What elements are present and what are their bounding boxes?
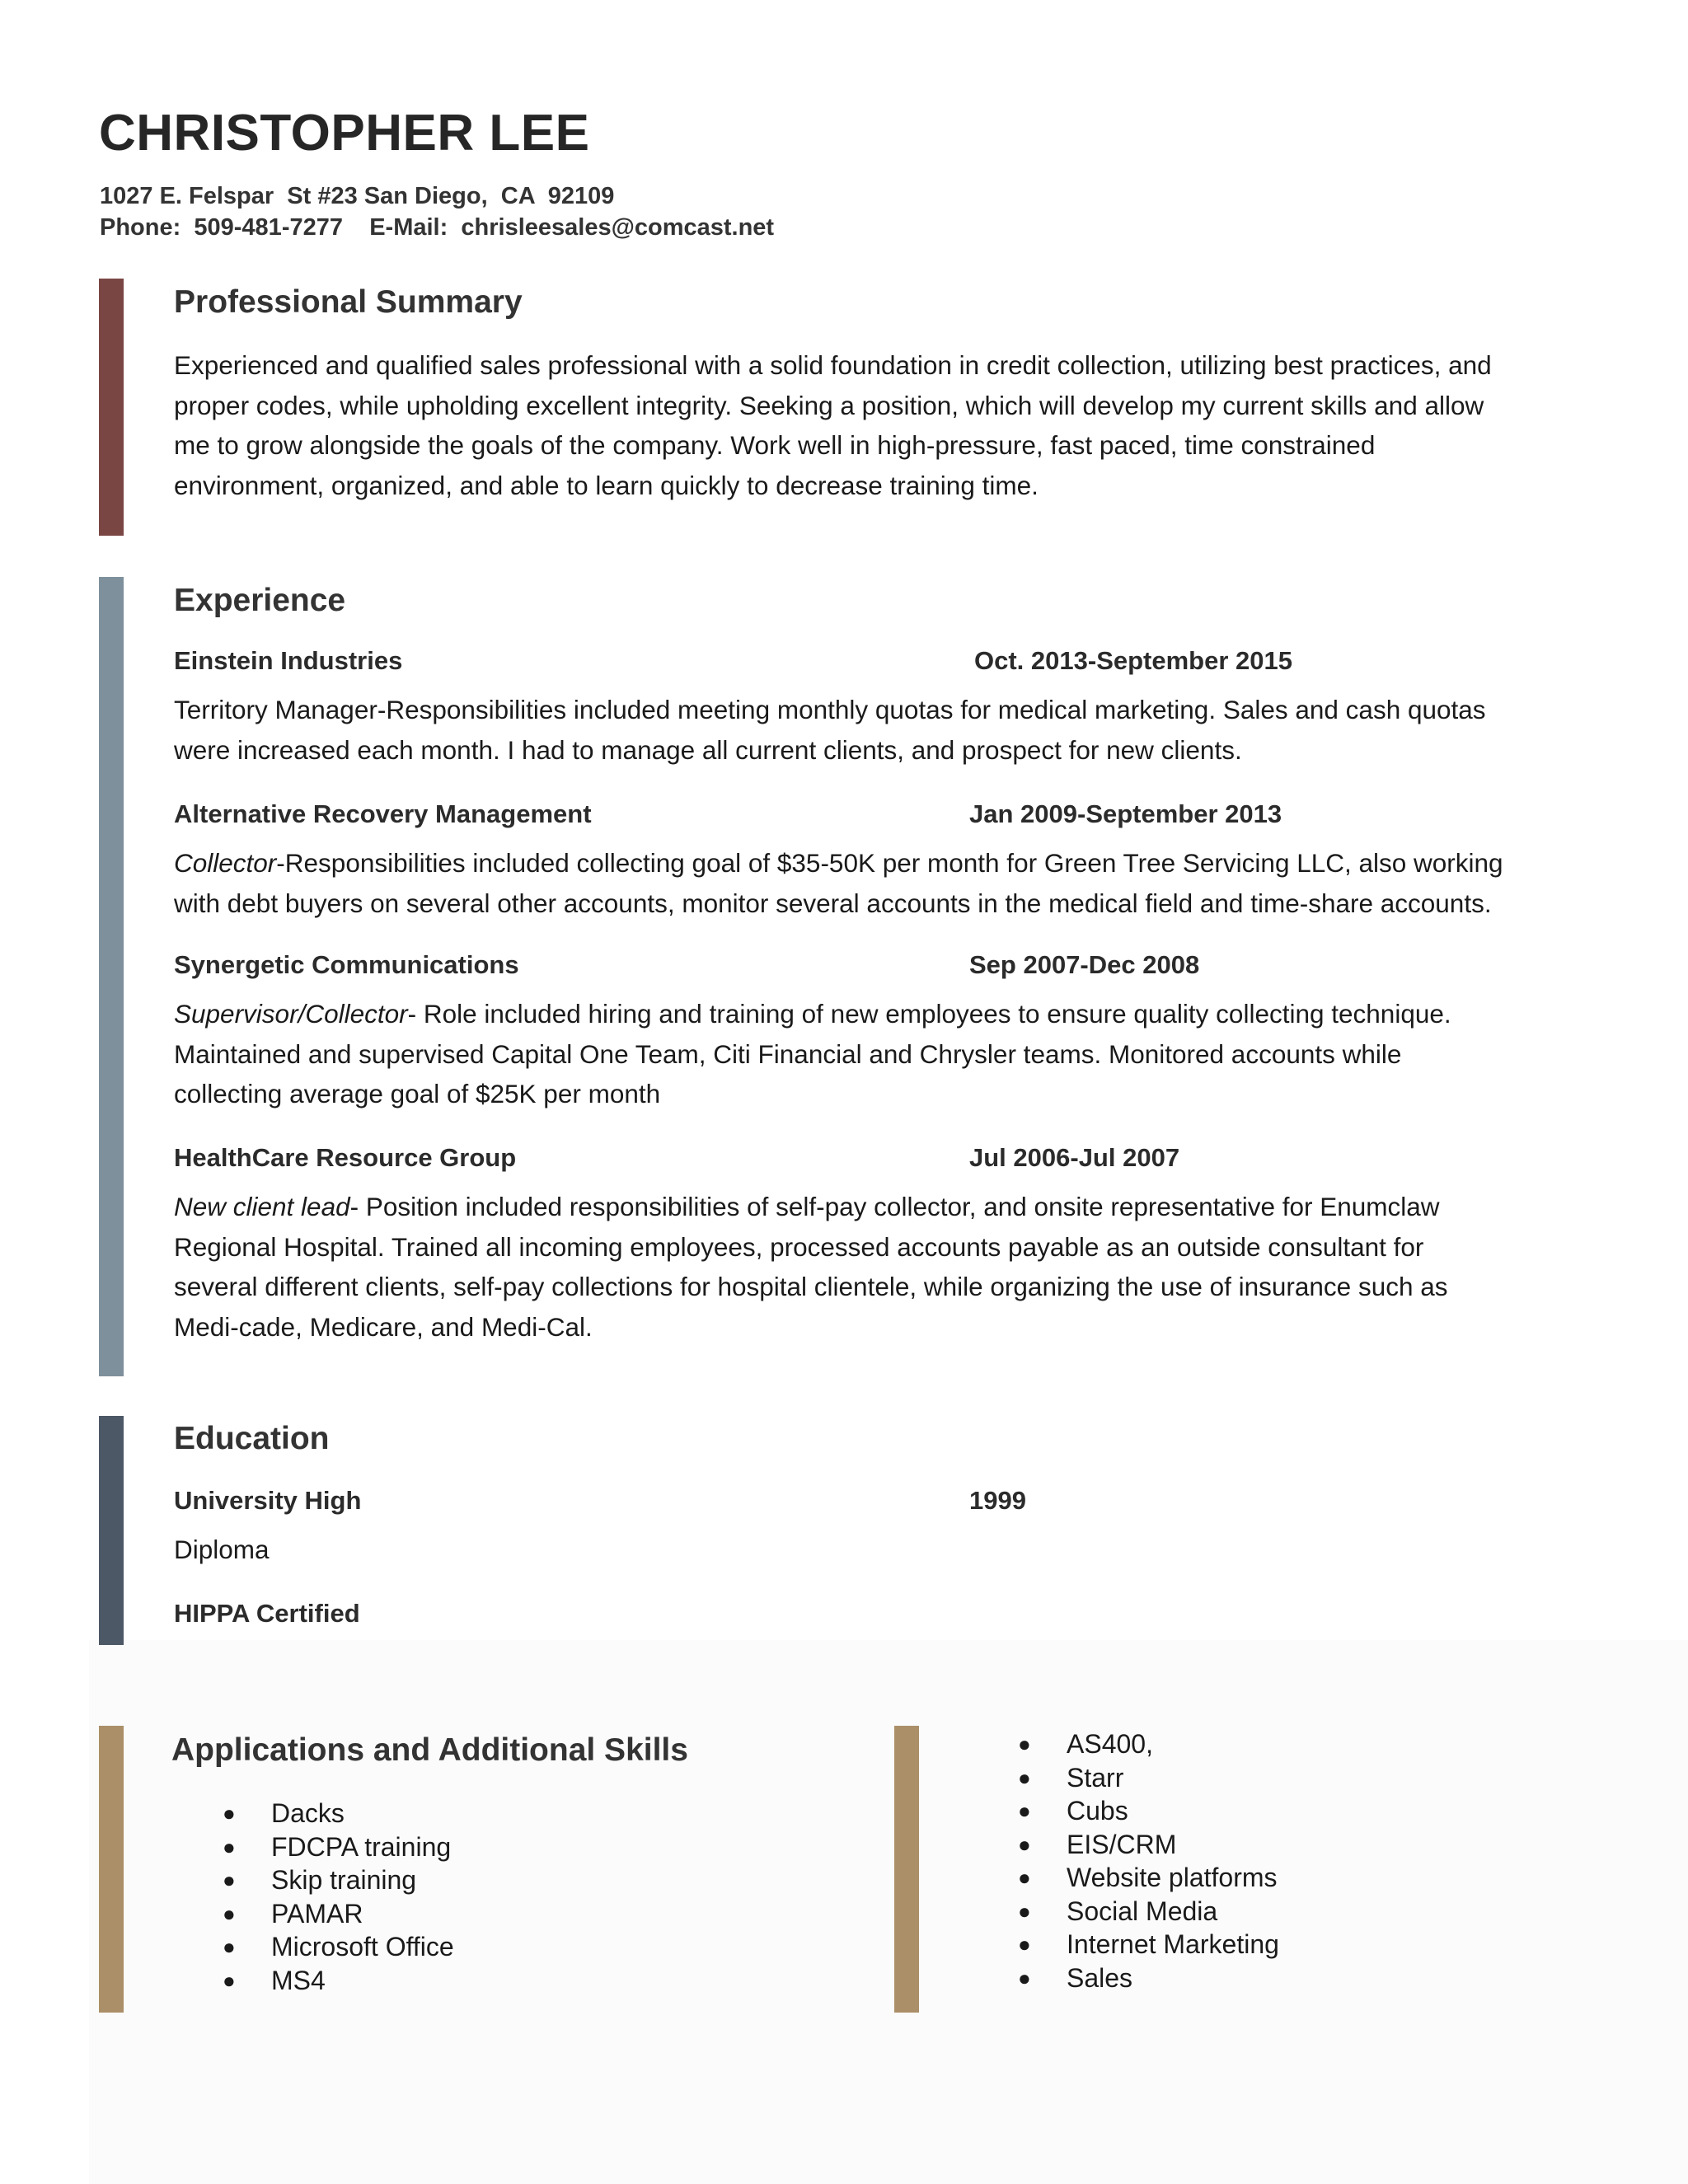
bullet-icon: ● xyxy=(223,1868,236,1892)
candidate-name: CHRISTOPHER LEE xyxy=(99,105,590,162)
skills-heading: Applications and Additional Skills xyxy=(171,1732,688,1768)
job-role: New client lead xyxy=(174,1192,350,1221)
skill-item: ● Dacks xyxy=(271,1797,454,1830)
job-description-line: Territory Manager-Responsibilities included meeting monthly quotas for medical marketing. Sales and cash quotas xyxy=(174,695,1486,724)
summary-line: me to grow alongside the goals of the company. Work well in high-pressure, fast paced, time constrained xyxy=(174,430,1376,460)
skill-item: ● Sales xyxy=(1067,1961,1279,1995)
skill-item: ● Microsoft Office xyxy=(271,1930,454,1964)
job-description-line: Supervisor/Collector- Role included hiring and training of new employees to ensure quality collecting technique. xyxy=(174,999,1451,1029)
bullet-icon: ● xyxy=(223,1834,236,1859)
job-dates: Oct. 2013-September 2015 xyxy=(974,646,1292,675)
skills-list-right xyxy=(1018,1727,1279,1994)
bullet-icon: ● xyxy=(1018,1965,1031,1990)
bullet-icon: ● xyxy=(1018,1798,1031,1823)
education-certification: HIPPA Certified xyxy=(174,1599,360,1628)
job-description-line: several different clients, self-pay collections for hospital clientele, while organizing the use of insurance such as xyxy=(174,1272,1448,1301)
job-dates: Jan 2009-September 2013 xyxy=(969,799,1282,828)
skill-item: ● Starr xyxy=(1067,1761,1279,1795)
job-description-line: New client lead- Position included responsibilities of self-pay collector, and onsite representative for Enumclaw xyxy=(174,1192,1440,1221)
job-company: Einstein Industries xyxy=(174,646,403,675)
education-year: 1999 xyxy=(969,1486,1026,1515)
job-description-line: Regional Hospital. Trained all incoming employees, processed accounts payable as an outside consultant for xyxy=(174,1231,1424,1262)
skill-item: ● MS4 xyxy=(271,1964,454,1998)
experience-accent-bar xyxy=(99,577,124,1376)
education-heading: Education xyxy=(174,1421,330,1456)
bullet-icon: ● xyxy=(1018,1932,1031,1957)
job-company: HealthCare Resource Group xyxy=(174,1143,517,1172)
education-accent-bar xyxy=(99,1416,124,1645)
summary-accent-bar xyxy=(99,279,124,536)
education-school: University High xyxy=(174,1486,362,1515)
skills-list-left xyxy=(223,1797,454,1997)
skill-item: ● PAMAR xyxy=(271,1897,454,1931)
bullet-icon: ● xyxy=(223,1967,236,1993)
job-role: Supervisor/Collector xyxy=(174,999,408,1029)
job-company: Alternative Recovery Management xyxy=(174,799,592,828)
job-description xyxy=(174,843,1592,923)
skill-item: ● Website platforms xyxy=(1067,1861,1279,1895)
job-description-line: Medi-cade, Medicare, and Medi-Cal. xyxy=(174,1311,593,1342)
contact-phone-email: Phone: 509-481-7277 E-Mail: chrisleesales@comcast.net xyxy=(100,214,775,241)
job-description-line: Maintained and supervised Capital One Team, Citi Financial and Chrysler teams. Monitored accounts while xyxy=(174,1038,1402,1069)
job-description xyxy=(174,1187,1592,1347)
summary-heading: Professional Summary xyxy=(174,284,523,320)
bullet-icon: ● xyxy=(223,1900,236,1926)
job-role: Collector xyxy=(174,848,277,878)
bullet-icon: ● xyxy=(223,1801,236,1825)
bullet-icon: ● xyxy=(223,1934,236,1959)
summary-text xyxy=(174,345,1592,505)
skills-accent-bar-right xyxy=(894,1726,919,2013)
job-description-line: collecting average goal of $25K per month xyxy=(174,1079,661,1108)
skill-item: ● Social Media xyxy=(1067,1895,1279,1929)
bullet-icon: ● xyxy=(1018,1898,1031,1924)
bullet-icon: ● xyxy=(1018,1865,1031,1890)
contact-address: 1027 E. Felspar St #23 San Diego, CA 92109 xyxy=(100,183,615,209)
skill-item: ● Cubs xyxy=(1067,1794,1279,1828)
job-description-line: were increased each month. I had to manage all current clients, and prospect for new clients. xyxy=(174,734,1242,765)
experience-heading: Experience xyxy=(174,583,346,618)
skill-item: ● EIS/CRM xyxy=(1067,1828,1279,1862)
bullet-icon: ● xyxy=(1018,1765,1031,1790)
job-description xyxy=(174,994,1592,1114)
bullet-icon: ● xyxy=(1018,1831,1031,1857)
summary-line: proper codes, while upholding excellent integrity. Seeking a position, which will develop my current skills and allow xyxy=(174,390,1484,420)
skill-item: ● AS400, xyxy=(1067,1727,1279,1761)
summary-line: Experienced and qualified sales professional with a solid foundation in credit collection, utilizing best practices, and xyxy=(174,350,1492,380)
skill-item: ● Skip training xyxy=(271,1863,454,1897)
education-degree: Diploma xyxy=(174,1535,270,1564)
job-description xyxy=(174,690,1592,770)
job-description-line: Collector-Responsibilities included collecting goal of $35-50K per month for Green Tree Servicing LLC, also working xyxy=(174,848,1503,878)
skill-item: ● FDCPA training xyxy=(271,1830,454,1864)
summary-line: environment, organized, and able to learn quickly to decrease training time. xyxy=(174,470,1039,500)
job-description-line: with debt buyers on several other accounts, monitor several accounts in the medical field and time-share accounts. xyxy=(174,888,1492,918)
job-dates: Sep 2007-Dec 2008 xyxy=(969,950,1200,979)
job-dates: Jul 2006-Jul 2007 xyxy=(969,1143,1180,1172)
bullet-icon: ● xyxy=(1018,1732,1031,1756)
skill-item: ● Internet Marketing xyxy=(1067,1928,1279,1961)
job-company: Synergetic Communications xyxy=(174,950,519,979)
skills-accent-bar xyxy=(99,1726,124,2013)
